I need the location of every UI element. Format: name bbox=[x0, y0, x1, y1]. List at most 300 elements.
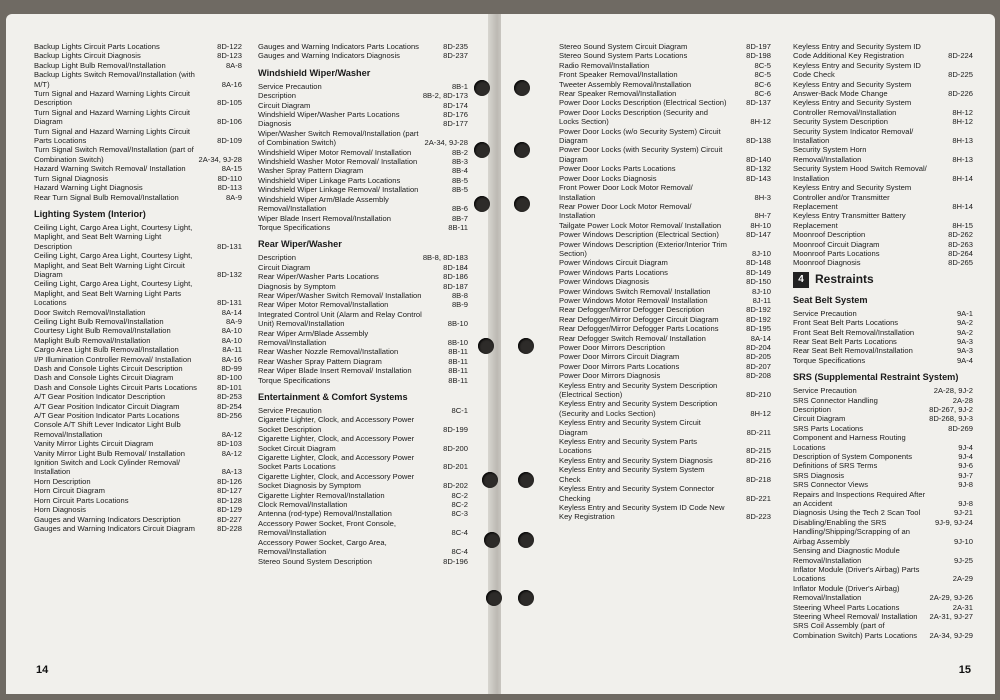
index-entry bbox=[258, 110, 468, 119]
index-entry-page-ref: 8C-2 bbox=[451, 500, 468, 510]
index-entry-page-ref: 8B-8 bbox=[451, 290, 468, 300]
index-entry-title: A/T Gear Position Indicator Circuit Diagram bbox=[34, 401, 180, 411]
index-entry-title: Rear Washer Nozzle Removal/Installation bbox=[258, 347, 399, 357]
binder-hole bbox=[482, 472, 498, 488]
index-entry-title: Keyless Entry and Security System ID Code New Key Registration bbox=[559, 502, 725, 522]
index-entry-title: Rear Speaker Removal/Installation bbox=[559, 89, 677, 99]
index-entry bbox=[34, 383, 242, 392]
binder-hole bbox=[474, 142, 490, 158]
index-entry-page-ref: 8D-113 bbox=[217, 183, 242, 193]
index-entry bbox=[793, 612, 973, 621]
index-entry bbox=[793, 61, 973, 80]
index-entry-title: Rear Wiper Motor Removal/Installation bbox=[258, 300, 389, 310]
index-entry bbox=[34, 183, 242, 192]
index-entry bbox=[559, 324, 771, 333]
index-entry-page-ref: 8D-211 bbox=[746, 427, 771, 437]
index-entry-page-ref: 9A-3 bbox=[956, 336, 973, 346]
index-entry-page-ref: 8D-254 bbox=[217, 401, 242, 411]
index-entry-title: Horn Circuit Diagram bbox=[34, 486, 105, 496]
index-entry-title: Keyless Entry and Security System Controller Removal/Installation bbox=[793, 98, 912, 117]
index-entry-title: Keyless Entry and Security System System Check bbox=[559, 465, 705, 484]
index-entry bbox=[258, 329, 468, 348]
index-entry bbox=[34, 420, 242, 439]
index-entry-title: Service Precaution bbox=[258, 81, 322, 91]
index-entry bbox=[34, 345, 242, 354]
index-entry-page-ref: 8D-127 bbox=[217, 486, 242, 496]
index-entry-page-ref: 8D-138 bbox=[746, 136, 771, 146]
index-entry-page-ref: 8D-192 bbox=[746, 314, 771, 324]
index-entry-page-ref: 8D-103 bbox=[217, 439, 242, 449]
index-entry bbox=[34, 164, 242, 173]
index-entry bbox=[559, 70, 771, 79]
index-entry-page-ref: 8D-237 bbox=[443, 51, 468, 61]
index-entry bbox=[559, 287, 771, 296]
index-entry bbox=[793, 565, 973, 584]
index-entry-title: Security System Hood Switch Removal/ Installation bbox=[793, 164, 927, 183]
index-entry bbox=[793, 164, 973, 183]
index-entry-page-ref: 8H-12 bbox=[750, 117, 771, 127]
index-entry-title: Windshield Wiper Arm/Blade Assembly Removal/Installation bbox=[258, 194, 389, 214]
index-entry-title: Diagnosis by Symptom bbox=[258, 281, 336, 291]
index-entry-page-ref: 8D-198 bbox=[746, 51, 771, 61]
index-entry-title: Cargo Area Light Bulb Removal/Installation bbox=[34, 345, 179, 355]
index-entry-title: Keyless Entry and Security System Description (Security and Locks Section) bbox=[559, 399, 718, 418]
index-entry-page-ref: 8D-202 bbox=[443, 481, 468, 491]
index-entry-title: I/P Illumination Controller Removal/ Installation bbox=[34, 354, 192, 364]
index-entry-title: Power Door Locks Parts Locations bbox=[559, 164, 676, 174]
index-entry bbox=[258, 42, 468, 51]
index-entry-page-ref: 8D-227 bbox=[217, 514, 242, 524]
index-entry-page-ref: 8D-147 bbox=[746, 230, 771, 240]
index-entry-page-ref: 8D-140 bbox=[746, 154, 771, 164]
index-entry-title: Moonroof Diagnosis bbox=[793, 258, 861, 268]
index-entry-page-ref: 8A-12 bbox=[221, 429, 242, 439]
index-entry-title: Ceiling Light, Cargo Area Light, Courtesy Light, Maplight, and Seat Belt Warning Light Circuit Diagram bbox=[34, 251, 193, 279]
index-entry-page-ref: 8J-10 bbox=[752, 248, 771, 258]
index-entry-title: Power Windows Switch Removal/ Installation bbox=[559, 286, 711, 296]
index-entry-page-ref: 8D-223 bbox=[746, 512, 771, 522]
index-entry-page-ref: 8D-137 bbox=[746, 98, 771, 108]
index-entry bbox=[34, 458, 242, 477]
index-entry-title: Ceiling Light, Cargo Area Light, Courtesy Light, Maplight, and Seat Belt Warning Light Parts Locations bbox=[34, 279, 193, 308]
index-entry bbox=[559, 202, 771, 221]
index-entry-title: Cigarette Lighter, Clock, and Accessory Power Socket Circuit Diagram bbox=[258, 434, 415, 453]
index-entry-title: Cigarette Lighter, Clock, and Accessory Power Socket Parts Locations bbox=[258, 453, 415, 472]
index-entry-title: Moonroof Description bbox=[793, 230, 866, 240]
binder-hole bbox=[484, 532, 500, 548]
index-entry bbox=[559, 343, 771, 352]
index-entry-title: Stereo Sound System Description bbox=[258, 556, 372, 566]
index-entry-page-ref: 8D-268, 9J-3 bbox=[929, 414, 973, 424]
index-entry-title: Front Power Door Lock Motor Removal/ Installation bbox=[559, 183, 693, 202]
index-entry-title: Ignition Switch and Lock Cylinder Removal/ Installation bbox=[34, 458, 181, 477]
index-entry-page-ref: 8B-8, 8D-183 bbox=[422, 253, 468, 263]
index-entry-page-ref: 8B-6 bbox=[451, 204, 468, 214]
index-entry-page-ref: 2A-31, 9J-27 bbox=[929, 611, 973, 621]
index-entry-title: Inflator Module (Driver's Airbag) Removal/Installation bbox=[793, 583, 900, 603]
index-entry-title: Vanity Mirror Lights Circuit Diagram bbox=[34, 439, 154, 449]
index-entry-page-ref: 8B-3 bbox=[451, 157, 468, 167]
index-entry bbox=[34, 505, 242, 514]
index-entry bbox=[793, 527, 973, 546]
index-entry bbox=[793, 258, 973, 267]
section-heading: Windshield Wiper/Washer bbox=[258, 67, 371, 78]
index-entry bbox=[258, 195, 468, 214]
index-entry bbox=[793, 145, 973, 164]
index-entry-title: Moonroof Parts Locations bbox=[793, 248, 880, 258]
index-entry bbox=[258, 82, 468, 91]
index-entry-page-ref: 8D-197 bbox=[746, 42, 771, 51]
index-entry bbox=[258, 157, 468, 166]
index-entry bbox=[793, 405, 973, 414]
index-entry-page-ref: 8B-1 bbox=[451, 81, 468, 91]
index-entry bbox=[559, 437, 771, 456]
index-entry-page-ref: 8B-10 bbox=[447, 319, 468, 329]
index-entry bbox=[793, 508, 973, 517]
index-entry-title: Horn Description bbox=[34, 476, 91, 486]
index-entry-page-ref: 8C-5 bbox=[754, 60, 771, 70]
index-entry-title: Rear Wiper Arm/Blade Assembly Removal/Installation bbox=[258, 328, 369, 347]
index-entry bbox=[559, 61, 771, 70]
index-entry-title: Power Door Mirrors Description bbox=[559, 343, 665, 352]
index-entry-title: Cigarette Lighter Removal/Installation bbox=[258, 490, 385, 500]
index-entry-title: Circuit Diagram bbox=[258, 262, 311, 272]
index-entry-title: Power Door Locks Description (Electrical Section) bbox=[559, 98, 727, 108]
binder-hole bbox=[474, 196, 490, 212]
index-entry-title: Rear Defogger/Mirror Defogger Description bbox=[559, 305, 705, 315]
index-entry-title: Rear Turn Signal Bulb Removal/Installation bbox=[34, 192, 179, 202]
index-entry-page-ref: 8D-177 bbox=[443, 119, 468, 129]
index-entry-page-ref: 8D-221 bbox=[746, 493, 771, 503]
index-entry-title: Steering Wheel Parts Locations bbox=[793, 602, 900, 612]
index-entry-page-ref: 8B-11 bbox=[448, 222, 468, 232]
index-entry bbox=[559, 183, 771, 202]
index-entry bbox=[793, 240, 973, 249]
index-entry-title: SRS Coil Assembly (part of Combination Switch) Parts Locations bbox=[793, 621, 918, 640]
index-entry-title: Stereo Sound System Parts Locations bbox=[559, 51, 688, 61]
index-entry bbox=[559, 174, 771, 183]
index-entry-page-ref: 8A-10 bbox=[221, 335, 242, 345]
index-entry-title: Moonroof Circuit Diagram bbox=[793, 239, 880, 249]
index-entry-title: SRS Diagnosis bbox=[793, 470, 845, 480]
index-entry bbox=[34, 392, 242, 401]
index-entry bbox=[258, 300, 468, 309]
index-entry-page-ref: 8B-11 bbox=[448, 347, 468, 357]
index-entry-page-ref: 8D-204 bbox=[746, 343, 771, 352]
index-entry bbox=[258, 434, 468, 453]
index-entry bbox=[793, 328, 973, 337]
index-entry bbox=[258, 223, 468, 232]
index-entry-title: Windshield Washer Motor Removal/ Installation bbox=[258, 157, 418, 167]
index-entry-title: Service Precaution bbox=[793, 308, 857, 318]
index-entry bbox=[34, 449, 242, 458]
index-entry-title: Dash and Console Lights Circuit Description bbox=[34, 364, 183, 373]
index-entry bbox=[559, 230, 771, 239]
index-entry-page-ref: 8A-14 bbox=[750, 333, 771, 343]
binder-hole bbox=[518, 532, 534, 548]
section-heading: Rear Wiper/Washer bbox=[258, 239, 342, 250]
index-entry-title: Power Door Mirrors Parts Locations bbox=[559, 361, 680, 371]
index-entry-page-ref: 8C-6 bbox=[754, 89, 771, 99]
index-entry-page-ref: 8D-100 bbox=[217, 373, 242, 383]
index-entry-page-ref: 8D-200 bbox=[443, 443, 468, 453]
index-entry-page-ref: 8C-6 bbox=[754, 79, 771, 89]
index-entry bbox=[793, 386, 973, 395]
index-entry bbox=[258, 415, 468, 434]
index-entry-page-ref: 8D-131 bbox=[217, 241, 242, 251]
index-entry-title: Rear Defogger/Mirror Defogger Parts Locations bbox=[559, 324, 719, 334]
binder-hole bbox=[518, 472, 534, 488]
index-entry bbox=[258, 119, 468, 128]
index-entry-page-ref: 2A-28 bbox=[952, 395, 973, 405]
index-entry-title: SRS Connector Views bbox=[793, 480, 868, 490]
index-entry bbox=[559, 305, 771, 314]
index-entry-title: Diagnosis Using the Tech 2 Scan Tool bbox=[793, 508, 921, 518]
index-entry bbox=[258, 310, 468, 329]
index-entry-title: Wiper/Washer Switch Removal/Installation (part of Combination Switch) bbox=[258, 128, 419, 148]
index-entry-title: A/T Gear Position Indicator Description bbox=[34, 392, 166, 402]
index-entry-title: Tailgate Power Lock Motor Removal/ Installation bbox=[559, 220, 722, 230]
index-entry-page-ref: 9A-1 bbox=[956, 308, 973, 318]
index-entry bbox=[34, 308, 242, 317]
index-entry-title: Antenna (rod-type) Removal/Installation bbox=[258, 509, 392, 519]
index-entry bbox=[258, 357, 468, 366]
index-entry bbox=[34, 317, 242, 326]
index-entry-title: Tweeter Assembly Removal/Installation bbox=[559, 79, 692, 89]
index-entry bbox=[559, 456, 771, 465]
index-entry-page-ref: 8D-218 bbox=[746, 474, 771, 484]
index-entry-title: Service Precaution bbox=[793, 386, 857, 396]
index-entry bbox=[793, 183, 973, 211]
index-entry-title: Turn Signal and Hazard Warning Lights Circuit Description bbox=[34, 89, 191, 108]
index-entry-page-ref: 8D-105 bbox=[217, 98, 242, 108]
index-entry-page-ref: 8D-174 bbox=[443, 100, 468, 110]
index-entry-title: Repairs and Inspections Required After an Accident bbox=[793, 489, 926, 509]
index-entry bbox=[559, 42, 771, 51]
index-entry-title: Service Precaution bbox=[258, 406, 322, 415]
index-entry-title: Turn Signal and Hazard Warning Lights Circuit Diagram bbox=[34, 107, 191, 127]
index-entry bbox=[258, 347, 468, 356]
section-heading: Entertainment & Comfort Systems bbox=[258, 392, 408, 402]
right-index-column-1 bbox=[559, 42, 771, 522]
index-entry bbox=[793, 621, 973, 640]
index-entry-title: Wiper Blade Insert Removal/Installation bbox=[258, 213, 391, 223]
index-entry-page-ref: 8D-99 bbox=[221, 364, 242, 373]
index-entry bbox=[559, 334, 771, 343]
index-entry-title: Windshield Wiper Linkage Parts Locations bbox=[258, 175, 401, 185]
index-entry bbox=[559, 503, 771, 522]
index-entry-page-ref: 8D-109 bbox=[217, 136, 242, 146]
index-entry-page-ref: 8D-262 bbox=[948, 230, 973, 240]
index-entry bbox=[258, 500, 468, 509]
index-entry bbox=[793, 117, 973, 126]
index-entry bbox=[559, 80, 771, 89]
index-entry bbox=[258, 129, 468, 148]
index-entry-title: Torque Specifications bbox=[793, 355, 866, 365]
index-entry-page-ref: 8A-8 bbox=[225, 60, 242, 70]
index-entry-title: Rear Power Door Lock Motor Removal/ Installation bbox=[559, 201, 692, 221]
index-entry bbox=[793, 211, 973, 230]
index-entry bbox=[559, 418, 771, 437]
index-entry-page-ref: 8D-106 bbox=[217, 117, 242, 127]
index-entry-title: Description bbox=[258, 253, 296, 263]
index-entry-page-ref: 8A-10 bbox=[221, 326, 242, 336]
index-entry-page-ref: 2A-34, 9J-28 bbox=[424, 138, 468, 148]
index-entry bbox=[258, 472, 468, 491]
index-entry-page-ref: 8D-256 bbox=[217, 411, 242, 421]
index-entry-title: Disabling/Enabling the SRS bbox=[793, 517, 887, 527]
index-entry bbox=[793, 337, 973, 346]
index-entry bbox=[559, 145, 771, 164]
index-entry-title: Keyless Entry and Security System Circuit Diagram bbox=[559, 418, 701, 437]
index-entry bbox=[793, 490, 973, 509]
index-entry bbox=[34, 402, 242, 411]
index-entry-title: SRS Connector Handling bbox=[793, 395, 878, 405]
index-entry-page-ref: 8D-264 bbox=[948, 248, 973, 258]
index-entry-title: Power Door Mirrors Circuit Diagram bbox=[559, 352, 680, 362]
index-entry-page-ref: 8D-216 bbox=[746, 455, 771, 465]
index-entry-page-ref: 8A-12 bbox=[221, 448, 242, 458]
left-page bbox=[6, 14, 493, 694]
index-entry-page-ref: 8D-205 bbox=[746, 352, 771, 362]
index-entry-page-ref: 8D-207 bbox=[746, 361, 771, 371]
index-entry-page-ref: 9A-4 bbox=[956, 355, 973, 365]
right-page bbox=[501, 14, 995, 694]
index-entry-page-ref: 8B-2, 8D-173 bbox=[422, 91, 468, 101]
index-entry bbox=[793, 518, 973, 527]
index-entry bbox=[559, 277, 771, 286]
section-heading: Lighting System (Interior) bbox=[34, 208, 146, 219]
index-entry bbox=[793, 424, 973, 433]
index-entry-title: Maplight Bulb Removal/Installation bbox=[34, 335, 151, 345]
index-entry bbox=[258, 263, 468, 272]
index-entry-title: Integrated Control Unit (Alarm and Relay Control Unit) Removal/Installation bbox=[258, 309, 422, 329]
index-entry bbox=[34, 336, 242, 345]
index-entry-title: Security System Horn Removal/Installation bbox=[793, 145, 867, 164]
index-entry-page-ref: 9J-6 bbox=[958, 461, 973, 471]
binder-hole bbox=[478, 338, 494, 354]
index-entry-title: Security System Indicator Removal/ Installation bbox=[793, 126, 914, 146]
index-entry bbox=[34, 515, 242, 524]
index-entry-title: Description bbox=[793, 405, 831, 414]
index-entry-page-ref: 8D-267, 9J-2 bbox=[929, 405, 973, 414]
index-entry-title: Torque Specifications bbox=[258, 375, 331, 385]
index-entry-page-ref: 8D-192 bbox=[746, 305, 771, 315]
index-entry-page-ref: 8D-132 bbox=[217, 269, 242, 279]
index-entry-title: Power Windows Description (Electrical Section) bbox=[559, 230, 719, 240]
page-number-left: 14 bbox=[36, 664, 49, 676]
index-entry-page-ref: 8A-9 bbox=[225, 192, 242, 202]
index-entry-page-ref: 8A-15 bbox=[221, 164, 242, 174]
index-entry bbox=[793, 546, 973, 565]
index-entry-page-ref: 2A-31 bbox=[952, 602, 973, 612]
index-entry-page-ref: 9J-10 bbox=[954, 536, 973, 546]
index-entry bbox=[559, 268, 771, 277]
index-entry-title: Accessory Power Socket, Front Console, Removal/Installation bbox=[258, 518, 397, 538]
index-entry-title: Horn Diagnosis bbox=[34, 505, 86, 515]
index-entry-page-ref: 9J-4 bbox=[958, 442, 973, 452]
index-entry-title: Power Windows Motor Removal/ Installation bbox=[559, 295, 708, 305]
index-entry bbox=[559, 352, 771, 361]
index-entry bbox=[793, 309, 973, 318]
index-entry-page-ref: 8H-3 bbox=[754, 192, 771, 202]
index-entry-page-ref: 8D-226 bbox=[948, 89, 973, 99]
index-entry-title: Hazard Warning Light Diagnosis bbox=[34, 183, 143, 193]
left-index-column-2 bbox=[258, 42, 468, 566]
index-entry-title: Turn Signal Switch Removal/Installation (part of Combination Switch) bbox=[34, 145, 194, 164]
index-entry-title: Keyless Entry and Security System Diagnosis bbox=[559, 455, 713, 465]
index-entry-page-ref: 8B-5 bbox=[451, 175, 468, 185]
index-entry-page-ref: 8D-122 bbox=[217, 42, 242, 51]
index-entry bbox=[793, 584, 973, 603]
binder-hole bbox=[518, 590, 534, 606]
index-entry-page-ref: 8H-13 bbox=[952, 136, 973, 146]
index-entry-title: Gauges and Warning Indicators Parts Locations bbox=[258, 42, 419, 51]
index-entry-title: Backup Light Bulb Removal/Installation bbox=[34, 60, 166, 70]
index-entry-page-ref: 8D-199 bbox=[443, 424, 468, 434]
index-entry bbox=[34, 174, 242, 183]
index-entry bbox=[258, 176, 468, 185]
index-entry-page-ref: 8D-210 bbox=[746, 390, 771, 400]
index-entry-title: Component and Harness Routing Locations bbox=[793, 433, 906, 452]
index-entry-page-ref: 8C-4 bbox=[451, 528, 468, 538]
index-entry-page-ref: 8C-4 bbox=[451, 547, 468, 557]
index-entry bbox=[559, 371, 771, 380]
index-entry bbox=[258, 509, 468, 518]
index-entry bbox=[793, 603, 973, 612]
index-entry bbox=[258, 557, 468, 566]
index-entry bbox=[258, 291, 468, 300]
index-entry bbox=[258, 538, 468, 557]
index-entry-title: Dash and Console Lights Circuit Diagram bbox=[34, 373, 174, 383]
index-entry-page-ref: 9A-3 bbox=[956, 346, 973, 356]
index-entry bbox=[258, 51, 468, 60]
index-entry-page-ref: 8H-12 bbox=[952, 117, 973, 127]
binder-hole bbox=[486, 590, 502, 606]
index-entry bbox=[793, 80, 973, 99]
index-entry bbox=[34, 279, 242, 307]
index-entry bbox=[258, 101, 468, 110]
index-entry-title: Description of System Components bbox=[793, 452, 913, 462]
index-entry bbox=[559, 381, 771, 400]
index-entry-title: Rear Washer Spray Pattern Diagram bbox=[258, 356, 382, 366]
index-entry-title: Torque Specifications bbox=[258, 222, 331, 232]
index-entry bbox=[258, 185, 468, 194]
index-entry bbox=[559, 258, 771, 267]
index-entry bbox=[559, 296, 771, 305]
index-entry-title: Windshield Wiper/Washer Parts Locations bbox=[258, 110, 400, 120]
index-entry-page-ref: 9J-9, 9J-24 bbox=[935, 517, 973, 527]
index-entry bbox=[34, 477, 242, 486]
index-entry bbox=[559, 127, 771, 146]
index-entry bbox=[258, 148, 468, 157]
index-entry-page-ref: 8H-15 bbox=[952, 220, 973, 230]
index-entry-title: Rear Defogger/Mirror Defogger Circuit Diagram bbox=[559, 314, 719, 324]
index-entry-page-ref: 8A-16 bbox=[221, 354, 242, 364]
index-entry-title: Rear Seat Belt Parts Locations bbox=[793, 336, 897, 346]
index-entry bbox=[258, 519, 468, 538]
index-entry-page-ref: 8H-12 bbox=[952, 107, 973, 117]
index-entry bbox=[793, 414, 973, 423]
index-entry-title: Security System Description bbox=[793, 117, 888, 127]
index-entry-page-ref: 8D-184 bbox=[443, 262, 468, 272]
index-entry-page-ref: 8D-110 bbox=[217, 173, 242, 183]
index-entry bbox=[793, 318, 973, 327]
index-entry-page-ref: 8D-263 bbox=[948, 239, 973, 249]
index-entry bbox=[258, 282, 468, 291]
index-entry-page-ref: 8D-143 bbox=[746, 173, 771, 183]
index-entry-page-ref: 8D-196 bbox=[443, 556, 468, 566]
